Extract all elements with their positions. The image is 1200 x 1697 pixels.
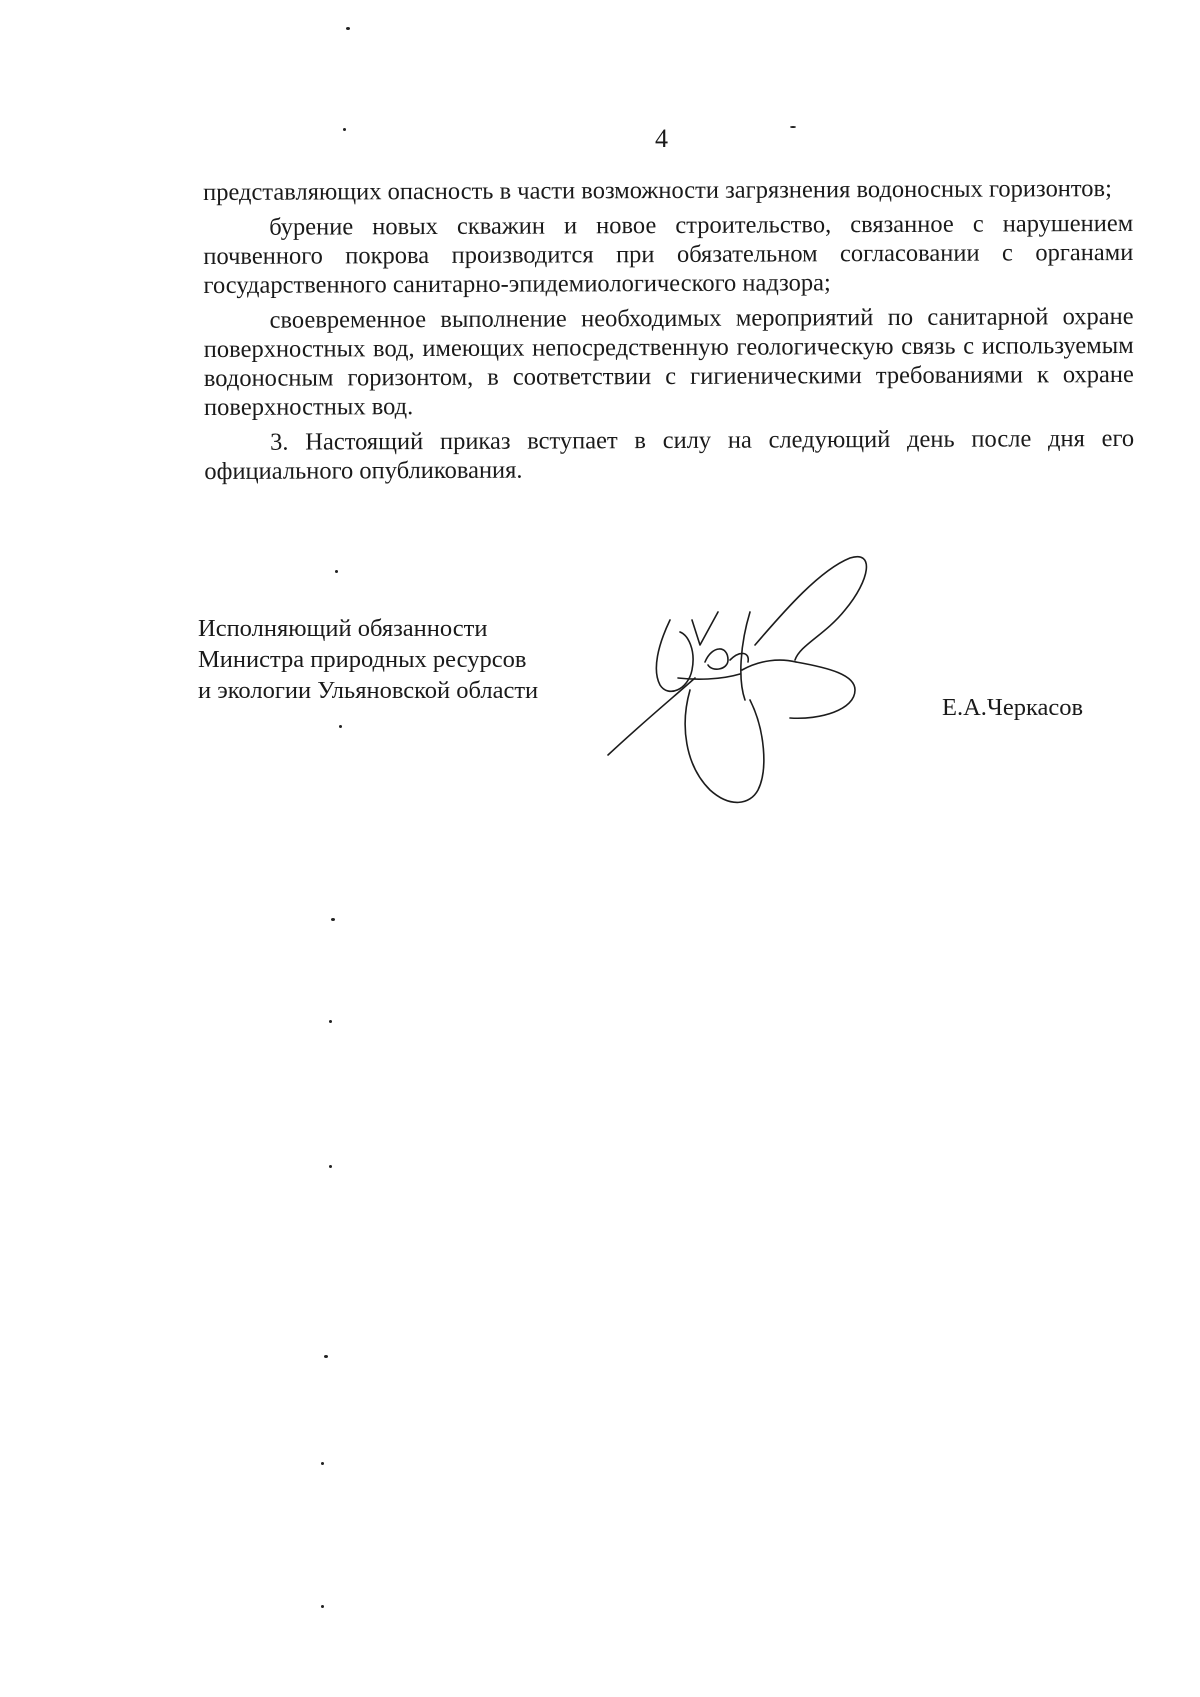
page-number: 4 xyxy=(655,124,668,153)
scan-speck xyxy=(329,1020,332,1023)
handwritten-signature xyxy=(600,550,900,820)
scan-speck xyxy=(321,1605,324,1608)
paragraph-surface-water: своевременное выполнение необходимых мероприятий по санитарной охране поверхностных вод, имеющих непосредственную геологическую связь с используемым водоносным горизонтом, в соответствии с гигиеническими требованиями к охране поверхностных вод. xyxy=(203,302,1134,421)
signer-name: Е.А.Черкасов xyxy=(942,694,1084,721)
scan-speck xyxy=(343,128,346,131)
paragraph-drilling: бурение новых скважин и новое строительство, связанное с нарушением почвенного покрова производится при обязательном согласовании с органами государственного санитарно-эпидемиологического надзора; xyxy=(203,209,1134,299)
scan-speck xyxy=(321,1462,324,1465)
signatory-line-1: Исполняющий обязанности xyxy=(198,615,488,642)
scan-speck xyxy=(331,918,335,921)
scan-speck xyxy=(346,27,350,30)
signatory-line-3: и экологии Ульяновской области xyxy=(198,677,539,704)
document-body xyxy=(203,174,1134,492)
scan-speck xyxy=(329,1165,332,1168)
paragraph-effective-date: 3. Настоящий приказ вступает в силу на следующий день после дня его официального опубликования. xyxy=(204,424,1135,485)
scan-speck xyxy=(335,570,338,573)
signatory-line-2: Министра природных ресурсов xyxy=(198,646,527,673)
signatory-position xyxy=(198,613,538,706)
paragraph-continuation: представляющих опасность в части возможности загрязнения водоносных горизонтов; xyxy=(203,175,1112,206)
scan-speck xyxy=(324,1355,328,1358)
scan-speck xyxy=(339,725,342,728)
scan-speck xyxy=(790,126,796,128)
